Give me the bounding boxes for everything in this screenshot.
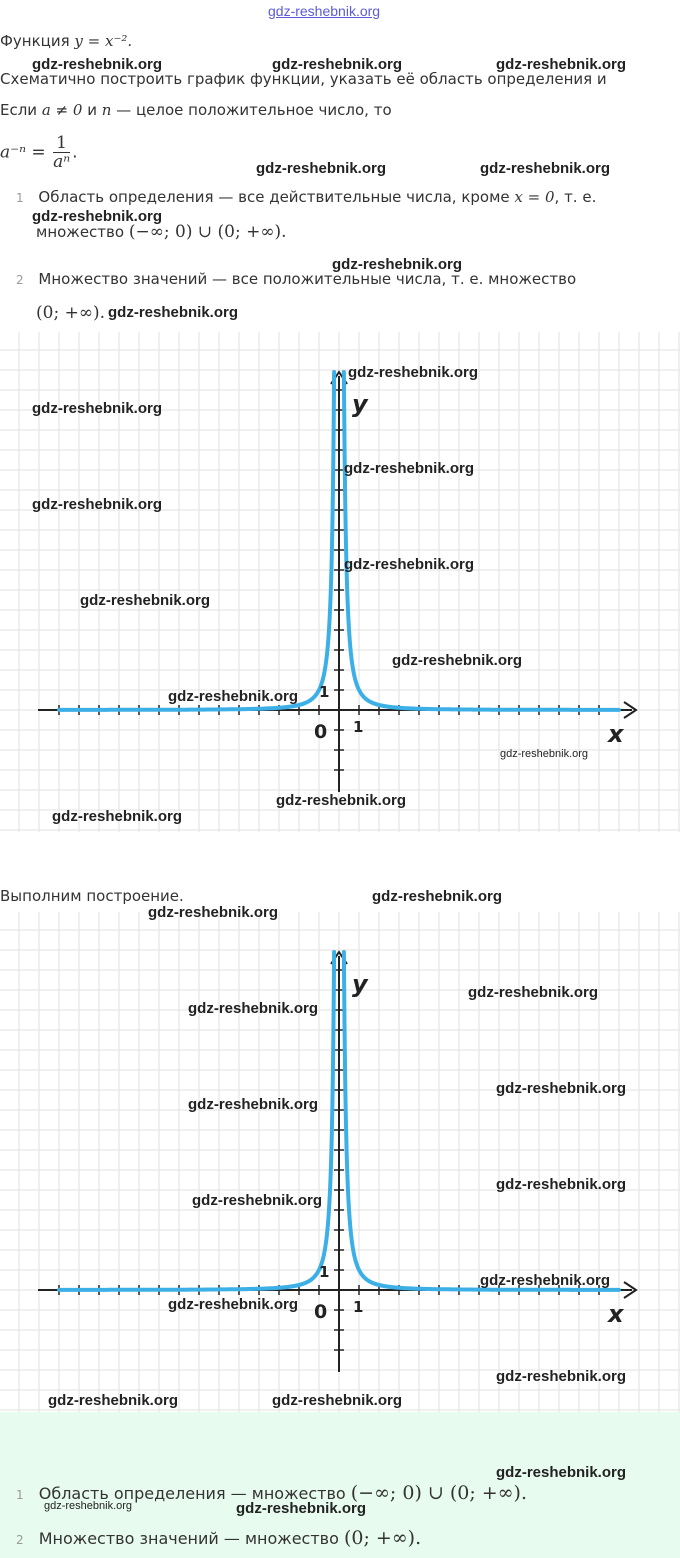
watermark: gdz-reshebnik.org bbox=[344, 460, 475, 477]
condition-n: n bbox=[101, 101, 112, 119]
list-number: 2 bbox=[16, 273, 24, 287]
list-tail: , т. е. bbox=[554, 188, 597, 206]
answer-domain: (−∞; 0) ∪ (0; +∞). bbox=[350, 1482, 527, 1504]
x-unit-label: 1 bbox=[353, 718, 364, 736]
watermark: gdz-reshebnik.org bbox=[192, 1192, 323, 1209]
function-line bbox=[0, 32, 132, 50]
list-item bbox=[16, 188, 596, 206]
watermark: gdz-reshebnik.org bbox=[32, 400, 163, 417]
watermark: gdz-reshebnik.org bbox=[496, 1080, 627, 1097]
list-math: x = 0 bbox=[514, 188, 555, 206]
list-number: 1 bbox=[16, 191, 24, 205]
watermark: gdz-reshebnik.org bbox=[32, 56, 163, 73]
watermark: gdz-reshebnik.org bbox=[276, 792, 407, 809]
answer-text: Область определения — множество bbox=[38, 1484, 346, 1503]
watermark: gdz-reshebnik.org bbox=[188, 1000, 319, 1017]
y-axis-label: y bbox=[352, 970, 368, 998]
list-text: множество bbox=[36, 223, 125, 241]
function-formula: y = x⁻². bbox=[74, 32, 133, 50]
watermark: gdz-reshebnik.org bbox=[468, 984, 599, 1001]
watermark: gdz-reshebnik.org bbox=[480, 1272, 611, 1289]
range-set: (0; +∞). bbox=[36, 303, 106, 323]
watermark: gdz-reshebnik.org bbox=[236, 1500, 367, 1517]
build-label: Выполним построение. bbox=[0, 887, 184, 905]
watermark: gdz-reshebnik.org bbox=[500, 748, 589, 760]
watermark: gdz-reshebnik.org bbox=[108, 304, 239, 321]
watermark: gdz-reshebnik.org bbox=[496, 56, 627, 73]
task-text: Схематично построить график функции, указать её область определения и bbox=[0, 70, 607, 88]
watermark: gdz-reshebnik.org bbox=[168, 688, 299, 705]
y-unit-label: 1 bbox=[319, 683, 330, 701]
formula-denominator: aⁿ bbox=[53, 152, 71, 172]
answer-number: 1 bbox=[16, 1488, 24, 1502]
list-item bbox=[16, 270, 576, 288]
formula-numerator: 1 bbox=[53, 134, 70, 153]
watermark: gdz-reshebnik.org bbox=[496, 1176, 627, 1193]
origin-label: 0 bbox=[314, 721, 328, 743]
formula-end: . bbox=[72, 142, 78, 163]
condition-a: a ≠ 0 bbox=[41, 101, 83, 119]
watermark: gdz-reshebnik.org bbox=[32, 208, 163, 225]
origin-label: 0 bbox=[314, 1301, 328, 1323]
list-text: Множество значений — все положительные числа, т. е. множество bbox=[38, 270, 577, 288]
watermark: gdz-reshebnik.org bbox=[188, 1096, 319, 1113]
watermark: gdz-reshebnik.org bbox=[48, 1392, 179, 1409]
watermark: gdz-reshebnik.org bbox=[32, 496, 163, 513]
watermark: gdz-reshebnik.org bbox=[344, 556, 475, 573]
list-text: Область определения — все действительные числа, кроме bbox=[38, 188, 510, 206]
y-axis-label: y bbox=[352, 390, 368, 418]
curve-right-branch bbox=[344, 952, 619, 1290]
watermark: gdz-reshebnik.org bbox=[496, 1464, 627, 1481]
answer-number: 2 bbox=[16, 1533, 24, 1547]
watermark: gdz-reshebnik.org bbox=[168, 1296, 299, 1313]
answer-range: (0; +∞). bbox=[343, 1527, 422, 1549]
watermark: gdz-reshebnik.org bbox=[52, 808, 183, 825]
watermark[interactable]: gdz-reshebnik.org bbox=[268, 3, 381, 19]
watermark: gdz-reshebnik.org bbox=[80, 592, 211, 609]
watermark: gdz-reshebnik.org bbox=[480, 160, 611, 177]
formula-fraction bbox=[53, 134, 70, 171]
answer-text: Множество значений — множество bbox=[38, 1529, 339, 1548]
function-label: Функция bbox=[0, 32, 70, 50]
list-item-line2 bbox=[36, 222, 287, 242]
list-item-line2 bbox=[36, 303, 105, 323]
watermark: gdz-reshebnik.org bbox=[256, 160, 387, 177]
negative-power-formula bbox=[0, 134, 78, 171]
x-unit-label: 1 bbox=[353, 1298, 364, 1316]
condition-and: и bbox=[87, 101, 97, 119]
watermark: gdz-reshebnik.org bbox=[392, 652, 523, 669]
watermark: gdz-reshebnik.org bbox=[272, 56, 403, 73]
domain-set: (−∞; 0) ∪ (0; +∞). bbox=[128, 222, 287, 242]
condition-rest: — целое положительное число, то bbox=[116, 101, 392, 119]
y-unit-label: 1 bbox=[319, 1263, 330, 1281]
watermark: gdz-reshebnik.org bbox=[496, 1368, 627, 1385]
watermark: gdz-reshebnik.org bbox=[272, 1392, 403, 1409]
condition-line bbox=[0, 101, 392, 119]
x-axis-label: x bbox=[608, 720, 624, 748]
watermark: gdz-reshebnik.org bbox=[44, 1500, 133, 1512]
answer-item bbox=[16, 1527, 421, 1549]
condition-prefix: Если bbox=[0, 101, 38, 119]
watermark: gdz-reshebnik.org bbox=[348, 364, 479, 381]
x-axis-label: x bbox=[608, 1300, 624, 1328]
watermark: gdz-reshebnik.org bbox=[332, 256, 463, 273]
watermark: gdz-reshebnik.org bbox=[148, 904, 279, 921]
curve-left-branch bbox=[59, 372, 334, 710]
watermark: gdz-reshebnik.org bbox=[372, 888, 503, 905]
formula-lhs: a⁻ⁿ = bbox=[0, 142, 46, 163]
